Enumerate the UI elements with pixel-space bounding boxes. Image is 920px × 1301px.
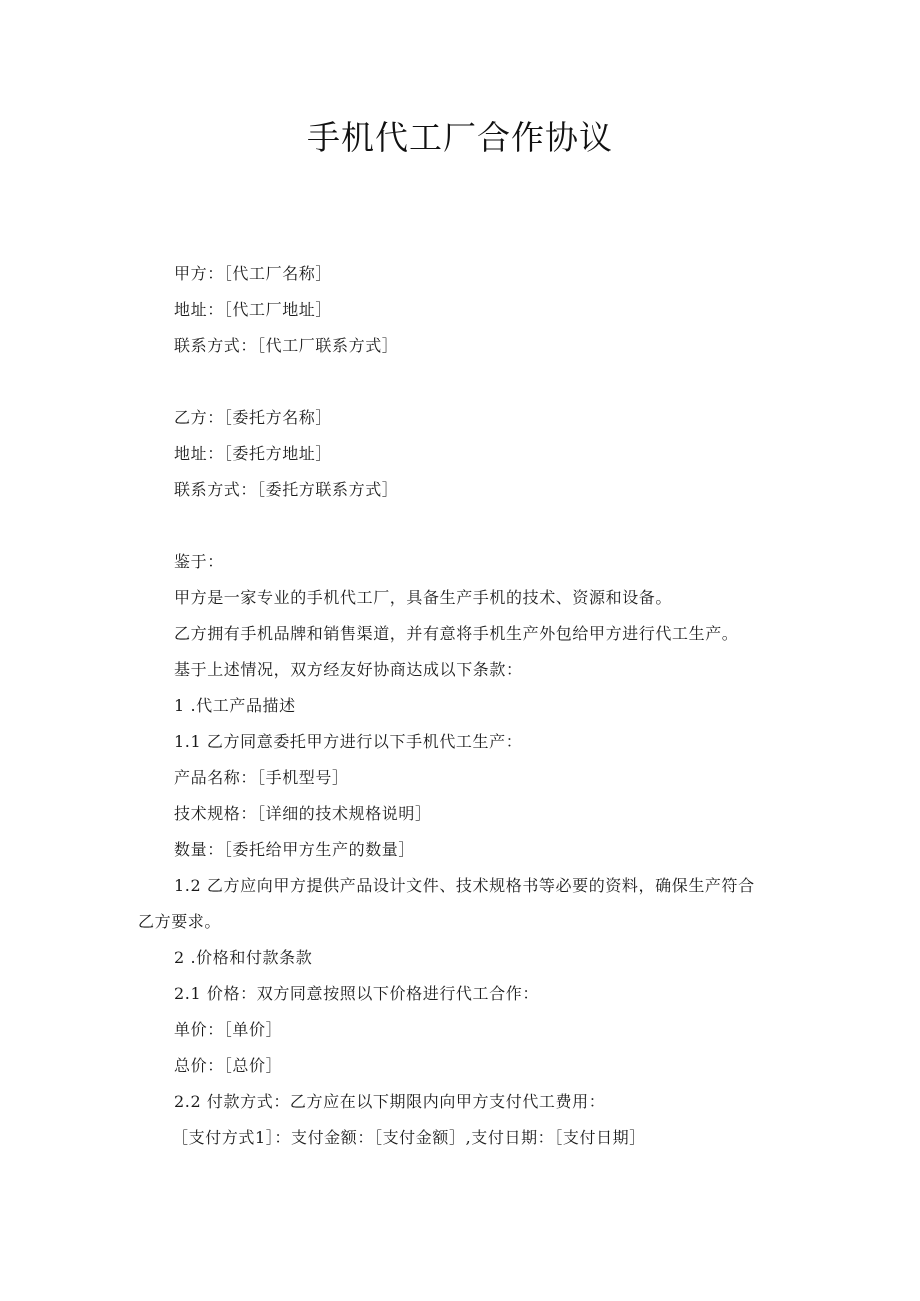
clause-2-2: 2.2 付款方式：乙方应在以下期限内向甲方支付代工费用： — [174, 1092, 606, 1111]
unit-price: 单价：［单价］ — [174, 1020, 283, 1039]
party-b-contact: 联系方式：［委托方联系方式］ — [174, 480, 399, 499]
technical-spec: 技术规格：［详细的技术规格说明］ — [174, 804, 432, 823]
whereas-paragraph-1: 甲方是一家专业的手机代工厂，具备生产手机的技术、资源和设备。 — [174, 588, 673, 607]
clause-1-1: 1.1 乙方同意委托甲方进行以下手机代工生产： — [174, 732, 523, 751]
document-title: 手机代工厂合作协议 — [307, 118, 613, 157]
section-2-heading: 2 .价格和付款条款 — [174, 948, 313, 967]
party-a-contact: 联系方式：［代工厂联系方式］ — [174, 336, 399, 355]
clause-2-1: 2.1 价格：双方同意按照以下价格进行代工合作： — [174, 984, 539, 1003]
whereas-paragraph-3: 基于上述情况，双方经友好协商达成以下条款： — [174, 660, 523, 679]
payment-method-1: ［支付方式1］：支付金额：［支付金额］,支付日期：［支付日期］ — [172, 1128, 646, 1147]
quantity: 数量：［委托给甲方生产的数量］ — [174, 840, 416, 859]
whereas-paragraph-2: 乙方拥有手机品牌和销售渠道，并有意将手机生产外包给甲方进行代工生产。 — [174, 624, 739, 643]
clause-1-2-line-2: 乙方要求。 — [138, 912, 222, 931]
whereas-heading: 鉴于： — [174, 552, 224, 571]
clause-1-2-line-1: 1.2 乙方应向甲方提供产品设计文件、技术规格书等必要的资料，确保生产符合 — [174, 876, 755, 895]
party-b-address: 地址：［委托方地址］ — [174, 444, 333, 463]
party-b-name: 乙方：［委托方名称］ — [174, 408, 333, 427]
product-name: 产品名称：［手机型号］ — [174, 768, 349, 787]
party-a-name: 甲方：［代工厂名称］ — [174, 264, 333, 283]
total-price: 总价：［总价］ — [174, 1056, 283, 1075]
party-a-address: 地址：［代工厂地址］ — [174, 300, 333, 319]
section-1-heading: 1 .代工产品描述 — [174, 696, 296, 715]
